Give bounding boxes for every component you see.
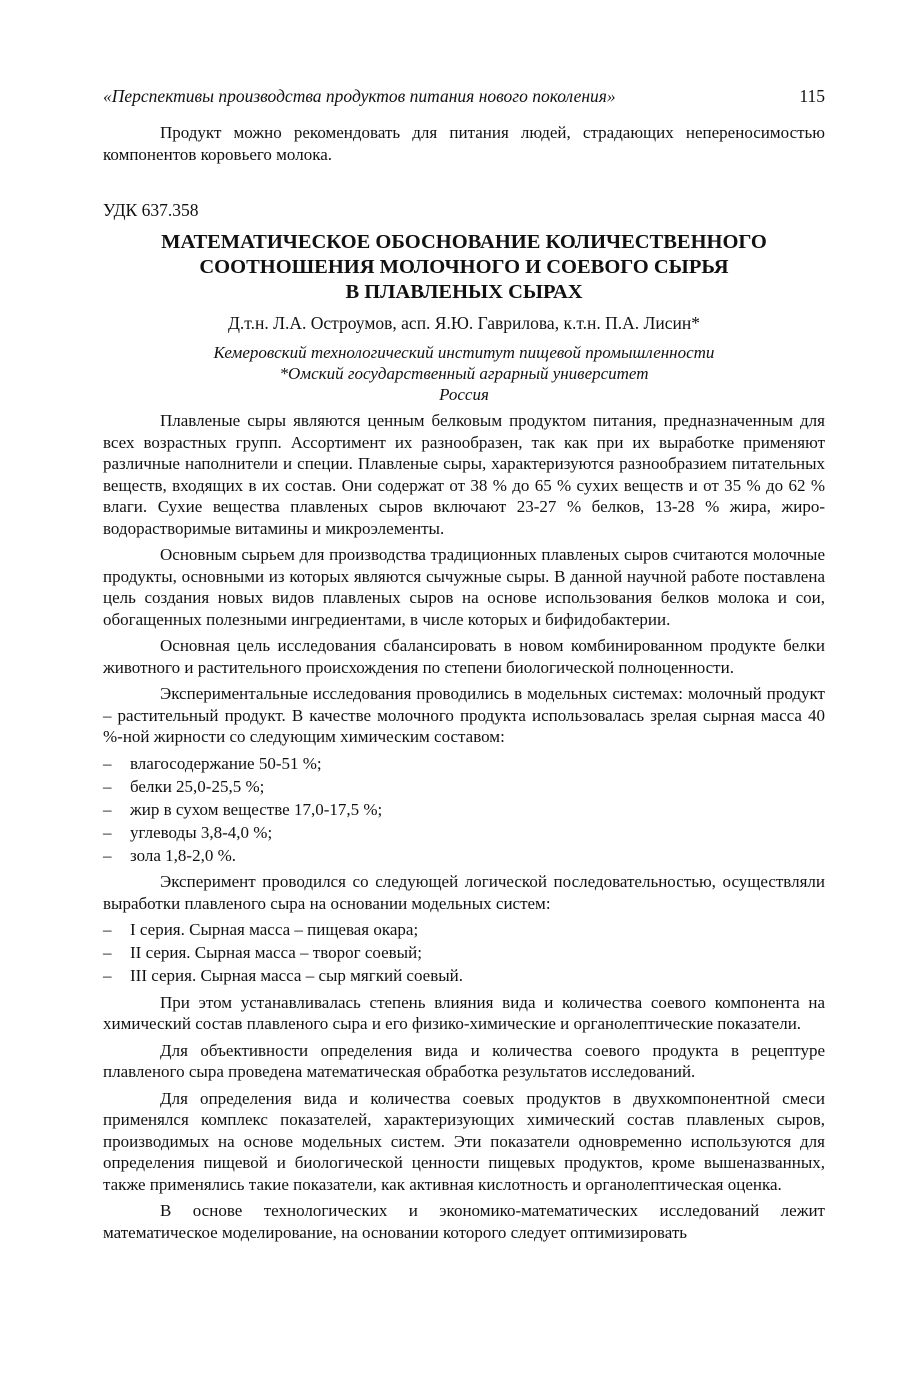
dash-bullet: – bbox=[103, 943, 112, 962]
paragraph: При этом устанавливалась степень влияния вида и количества соевого компонента на химический состав плавленого сыра и его физико-химические и органолептические показатели. bbox=[103, 992, 825, 1033]
list-item-text: зола 1,8-2,0 %. bbox=[130, 845, 236, 865]
dash-bullet: – bbox=[103, 753, 112, 773]
title-line: В ПЛАВЛЕНЫХ СЫРАХ bbox=[345, 281, 583, 303]
list-item-text: II серия. Сырная масса – творог соевый; bbox=[130, 943, 422, 962]
article-title bbox=[103, 230, 825, 305]
paragraph: Плавленые сыры являются ценным белковым продуктом питания, предназначенным для всех возрастных групп. Ассортимент их разнообразен, так как при их выработке применяют различные наполнители и специи. Плавленые сыры, характеризуются разнообразием питательных веществ, входящих в их состав. Они содержат от 38 % до 65 % сухих веществ и от 35 % до 62 % влаги. Сухие вещества плавленых сыров включают 23-27 % белков, 13-28 % жира, жиро-водорастворимые витамины и микроэлементы. bbox=[103, 411, 825, 538]
list-item-text: белки 25,0-25,5 %; bbox=[130, 776, 265, 796]
list-item bbox=[103, 965, 825, 987]
dash-bullet: – bbox=[103, 799, 112, 819]
list-item-text: углеводы 3,8-4,0 %; bbox=[130, 822, 273, 842]
journal-title: «Перспективы производства продуктов питания нового поколения» bbox=[103, 86, 616, 106]
paragraph: Для определения вида и количества соевых продуктов в двухкомпонентной смеси применялся комплекс показателей, характеризующих химический состав плавленых сыров, производимых на основе модельных систем. Эти показатели одновременно используются для определения пищевой и биологической ценности пищевых продуктов, кроме вышеназванных, также применялись такие показатели, как активная кислотность и органолептическая оценка. bbox=[103, 1088, 825, 1194]
paragraph: Для объективности определения вида и количества соевого продукта в рецептуре плавленого сыра проведена математическая обработка результатов исследований. bbox=[103, 1040, 825, 1081]
title-line: СООТНОШЕНИЯ МОЛОЧНОГО И СОЕВОГО СЫРЬЯ bbox=[199, 256, 729, 278]
list-item-text: III серия. Сырная масса – сыр мягкий соевый. bbox=[130, 966, 464, 985]
dash-bullet: – bbox=[103, 920, 112, 939]
affiliation-line: Кемеровский технологический институт пищевой промышленности bbox=[213, 343, 715, 362]
composition-list bbox=[103, 753, 825, 867]
affiliation-line: Россия bbox=[439, 385, 489, 404]
dash-bullet: – bbox=[103, 776, 112, 796]
list-item bbox=[103, 942, 825, 964]
list-item bbox=[103, 753, 825, 775]
dash-bullet: – bbox=[103, 822, 112, 842]
running-header bbox=[103, 86, 825, 110]
title-line: МАТЕМАТИЧЕСКОЕ ОБОСНОВАНИЕ КОЛИЧЕСТВЕННОГО bbox=[161, 231, 767, 253]
list-item bbox=[103, 845, 825, 867]
paragraph: Экспериментальные исследования проводились в модельных системах: молочный продукт – растительный продукт. В качестве молочного продукта использовалась зрелая сырная масса 40 %-ной жирности со следующим химическим составом: bbox=[103, 684, 825, 746]
authors: Д.т.н. Л.А. Остроумов, асп. Я.Ю. Гаврилова, к.т.н. П.А. Лисин* bbox=[227, 313, 701, 333]
dash-bullet: – bbox=[103, 845, 112, 865]
list-item bbox=[103, 822, 825, 844]
list-item bbox=[103, 919, 825, 941]
paragraph: Эксперимент проводился со следующей логической последовательностью, осуществляли выработки плавленого сыра на основании модельных систем: bbox=[103, 872, 825, 913]
list-item-text: жир в сухом веществе 17,0-17,5 %; bbox=[130, 799, 383, 819]
list-item bbox=[103, 776, 825, 798]
series-list bbox=[103, 919, 825, 987]
paragraph: Основная цель исследования сбалансировать в новом комбинированном продукте белки животного и растительного происхождения по степени биологической полноценности. bbox=[103, 636, 825, 677]
list-item bbox=[103, 799, 825, 821]
udc-code: УДК 637.358 bbox=[103, 200, 199, 220]
article-body bbox=[103, 410, 825, 1248]
paragraph: Основным сырьем для производства традиционных плавленых сыров считаются молочные продукты, основными из которых являются сычужные сыры. В данной научной работе поставлена цель создания новых видов плавленых сыров на основе использования белков молока и сои, обогащенных полезными ингредиентами, в числе которых и бифидобактерии. bbox=[103, 545, 825, 629]
dash-bullet: – bbox=[103, 966, 112, 985]
affiliations bbox=[103, 342, 825, 405]
list-item-text: влагосодержание 50-51 %; bbox=[130, 753, 322, 773]
affiliation-line: *Омский государственный аграрный университет bbox=[279, 364, 649, 383]
intro-paragraph: Продукт можно рекомендовать для питания людей, страдающих непереносимостью компонентов коровьего молока. bbox=[103, 123, 825, 164]
paragraph: В основе технологических и экономико-математических исследований лежит математическое моделирование, на основании которого следует оптимизировать bbox=[103, 1201, 825, 1242]
page-number: 115 bbox=[799, 86, 825, 106]
list-item-text: I серия. Сырная масса – пищевая окара; bbox=[130, 920, 419, 939]
